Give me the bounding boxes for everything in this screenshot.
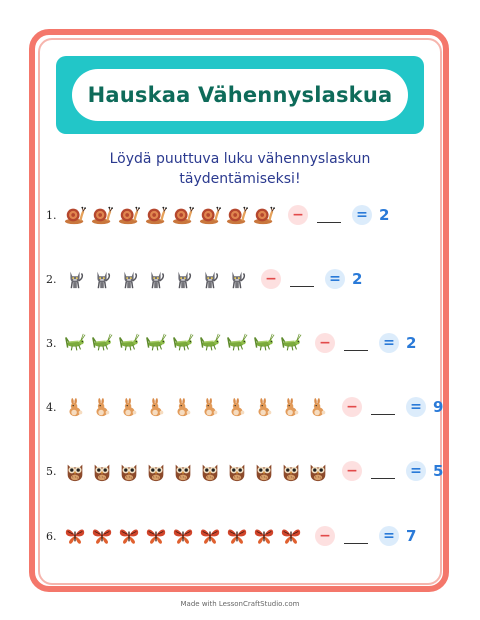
icon-group	[64, 525, 307, 547]
owl-icon	[307, 460, 334, 482]
grasshopper-icon	[172, 332, 199, 354]
butterfly-icon	[199, 525, 226, 547]
answer-blank[interactable]	[290, 272, 314, 287]
snail-icon	[91, 204, 118, 226]
butterfly-icon	[145, 525, 172, 547]
cat-icon	[118, 268, 145, 290]
problem-number: 6.	[46, 529, 57, 543]
minus-sign: −	[342, 397, 362, 417]
result-value: 2	[352, 270, 363, 288]
footer-credit: Made with LessonCraftStudio.com	[180, 600, 300, 608]
equals-sign: =	[379, 526, 399, 546]
cat-icon	[172, 268, 199, 290]
icon-group	[64, 460, 334, 482]
owl-icon	[91, 460, 118, 482]
rabbit-icon	[145, 396, 172, 418]
minus-sign: −	[288, 205, 308, 225]
grasshopper-icon	[64, 332, 91, 354]
grasshopper-icon	[226, 332, 253, 354]
rabbit-icon	[226, 396, 253, 418]
result-value: 9	[433, 398, 444, 416]
answer-blank[interactable]	[344, 336, 368, 351]
minus-sign: −	[315, 333, 335, 353]
butterfly-icon	[226, 525, 253, 547]
answer-blank[interactable]	[371, 464, 395, 479]
cat-icon	[226, 268, 253, 290]
cat-icon	[145, 268, 172, 290]
icon-group	[64, 332, 307, 354]
snail-icon	[145, 204, 172, 226]
snail-icon	[253, 204, 280, 226]
owl-icon	[145, 460, 172, 482]
equals-sign: =	[406, 461, 426, 481]
answer-blank[interactable]	[371, 400, 395, 415]
owl-icon	[64, 460, 91, 482]
grasshopper-icon	[253, 332, 280, 354]
problem-number: 2.	[46, 272, 57, 286]
problem-row	[46, 265, 362, 293]
problem-number: 5.	[46, 464, 57, 478]
snail-icon	[64, 204, 91, 226]
owl-icon	[280, 460, 307, 482]
problem-row	[46, 522, 416, 550]
cat-icon	[91, 268, 118, 290]
butterfly-icon	[172, 525, 199, 547]
owl-icon	[226, 460, 253, 482]
minus-sign: −	[261, 269, 281, 289]
rabbit-icon	[172, 396, 199, 418]
result-value: 2	[379, 206, 390, 224]
equals-sign: =	[406, 397, 426, 417]
butterfly-icon	[118, 525, 145, 547]
grasshopper-icon	[280, 332, 307, 354]
snail-icon	[199, 204, 226, 226]
grasshopper-icon	[145, 332, 172, 354]
problem-row	[46, 393, 443, 421]
title-pill	[72, 69, 408, 121]
result-value: 2	[406, 334, 417, 352]
owl-icon	[199, 460, 226, 482]
butterfly-icon	[280, 525, 307, 547]
equals-sign: =	[325, 269, 345, 289]
owl-icon	[118, 460, 145, 482]
cat-icon	[64, 268, 91, 290]
icon-group	[64, 268, 253, 290]
rabbit-icon	[91, 396, 118, 418]
result-value: 7	[406, 527, 417, 545]
problem-number: 4.	[46, 400, 57, 414]
answer-blank[interactable]	[344, 529, 368, 544]
problem-row	[46, 201, 389, 229]
rabbit-icon	[253, 396, 280, 418]
rabbit-icon	[280, 396, 307, 418]
snail-icon	[226, 204, 253, 226]
instructions-line-1: Löydä puuttuva luku vähennyslaskun	[109, 151, 371, 167]
cat-icon	[199, 268, 226, 290]
equals-sign: =	[352, 205, 372, 225]
grasshopper-icon	[199, 332, 226, 354]
snail-icon	[172, 204, 199, 226]
icon-group	[64, 204, 280, 226]
owl-icon	[172, 460, 199, 482]
grasshopper-icon	[91, 332, 118, 354]
problem-row	[46, 457, 443, 485]
rabbit-icon	[199, 396, 226, 418]
owl-icon	[253, 460, 280, 482]
equals-sign: =	[379, 333, 399, 353]
problem-number: 1.	[46, 208, 57, 222]
icon-group	[64, 396, 334, 418]
butterfly-icon	[253, 525, 280, 547]
butterfly-icon	[91, 525, 118, 547]
butterfly-icon	[64, 525, 91, 547]
result-value: 5	[433, 462, 444, 480]
instructions-line-2: täydentämiseksi!	[179, 171, 301, 187]
answer-blank[interactable]	[317, 208, 341, 223]
rabbit-icon	[64, 396, 91, 418]
rabbit-icon	[118, 396, 145, 418]
snail-icon	[118, 204, 145, 226]
rabbit-icon	[307, 396, 334, 418]
problem-number: 3.	[46, 336, 57, 350]
minus-sign: −	[315, 526, 335, 546]
minus-sign: −	[342, 461, 362, 481]
page-title: Hauskaa Vähennyslaskua	[87, 83, 393, 107]
problem-row	[46, 329, 416, 357]
grasshopper-icon	[118, 332, 145, 354]
instructions	[60, 149, 420, 189]
